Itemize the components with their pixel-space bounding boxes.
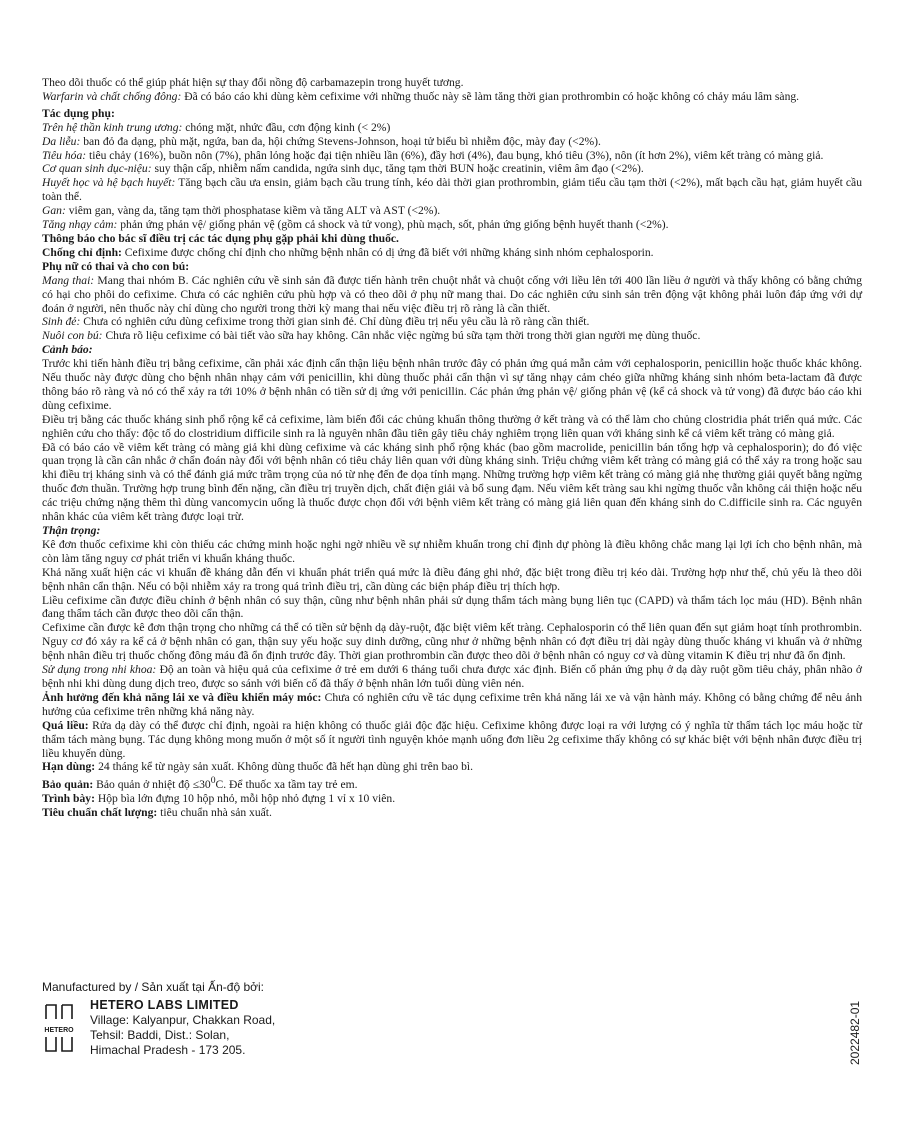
paragraph-warfarin: Warfarin và chất chống đông: Đã có báo cáo khi dùng kèm cefixime với những thuốc này sẽ làm tăng thời gian prothrombin có hoặc không có chảy máu lâm sàng.	[42, 89, 800, 103]
notify-doctor-notice: Thông báo cho bác sĩ điều trị các tác dụng phụ gặp phải khi dùng thuốc.	[42, 231, 399, 245]
side-effect-gi: Tiêu hóa: tiêu chảy (16%), buồn nôn (7%), phân lỏng hoặc đại tiện nhiều lần (6%), đầy hơi (4%), đau bụng, khó tiêu (3%), nôn (ít hơn 2%), viêm kết tràng có màng giả.	[42, 148, 824, 162]
side-effect-derm: Da liễu: ban đỏ đa dạng, phù mặt, ngứa, ban da, hội chứng Stevens-Johnson, hoại tử biểu bì nhiễm độc, mày đay (<2%).	[42, 134, 601, 148]
driving-effects: Ảnh hưởng đến khả năng lái xe và điều khiển máy móc: Chưa có nghiên cứu về tác dụng cefixime trên khả năng lái xe và vận hành máy. Không có bằng chứng để nêu ảnh hưởng của cefixime trên những khả năng này.	[42, 690, 862, 718]
side-effect-gu: Cơ quan sinh dục-niệu: suy thận cấp, nhiễm nấm candida, ngứa sinh dục, tăng tạm thời BUN hoặc creatinin, viêm âm đạo (<2%).	[42, 162, 644, 176]
overdose: Quá liều: Rửa dạ dày có thể được chỉ định, ngoài ra hiện không có thuốc giải độc đặc hiệu. Cefixime không được loại ra với lượng có ý nghĩa từ thẩm tách lọc máu hoặc từ thẩm tách màng bụng. Tác dụng không mong muốn ở một số ít người tình nguyện khỏe mạnh uống đơn liều 2g cefixime thấy không có sự khác biệt với bệnh nhân được điều trị liều khuyến dùng.	[42, 718, 862, 760]
side-effect-liver: Gan: viêm gan, vàng da, tăng tạm thời phosphatase kiềm và tăng ALT và AST (<2%).	[42, 204, 441, 218]
address-line-1: Village: Kalyanpur, Chakkan Road,	[90, 1013, 276, 1027]
precaution-paragraph-4: Cefixime cần được kê đơn thận trọng cho những cá thể có tiền sử bệnh dạ dày-ruột, đặc biệt viêm kết tràng. Cephalosporin có thể liên quan đến sụt giảm hoạt tính prothrombin. Nguy cơ đó xảy ra kể cả ở bệnh nhân có gan, thận suy yếu hoặc suy dinh dưỡng, cũng như ở những bệnh nhân có đợt điều trị dài ngày dùng thuốc kháng vi khuẩn và ở những bệnh nhân điều trị thuốc chống đông máu đã ổn định trước đây. Thời gian prothrombin cần được theo dõi ở bệnh nhân có nguy cơ và dùng vitamin K điều trị như đã ổn định.	[42, 621, 862, 663]
heading-side-effects: Tác dụng phụ:	[42, 106, 115, 120]
precaution-paragraph-2: Khả năng xuất hiện các vi khuẩn đề kháng dẫn đến vi khuẩn phát triển quá mức là điều đáng ghi nhớ, đặc biệt trong điều trị kéo dài. Trường hợp như thế, chủ yếu là theo dõi bệnh nhân cẩn thận. Nếu có bội nhiễm xảy ra trong quá trình điều trị, cần dùng các biện pháp điều trị thích hợp.	[42, 565, 862, 593]
logo-wordmark: HETERO	[44, 1027, 74, 1034]
leaflet-text	[42, 76, 862, 820]
contraindications: Chống chỉ định: Cefixime được chống chỉ định cho những bệnh nhân có dị ứng đã biết với những kháng sinh nhóm cephalosporin.	[42, 245, 654, 259]
address-line-3: Himachal Pradesh - 173 205.	[90, 1043, 246, 1057]
storage: Bảo quản: Bảo quản ở nhiệt độ $\le 30^0C$. Để thuốc xa tầm tay trẻ em.	[42, 775, 358, 792]
warning-paragraph-1: Trước khi tiến hành điều trị bằng cefixime, cần phải xác định cẩn thận liệu bệnh nhân trước đây có phản ứng quá mẫn cảm với cephalosporin, penicillin hoặc thuốc khác không. Nếu thuốc này được dùng cho bệnh nhân nhạy cảm với penicillin, khi dùng thuốc phải cẩn thận vì sự tăng nhạy cảm chéo giữa những kháng sinh nhóm beta-lactam đã được thông báo rõ ràng và nó có thể xảy ra tới 10% ở bệnh nhân có tiền sử dị ứng với penicillin. Các phản ứng phản vệ/ giống phản vệ (kể cả shock và tử vong) đã được báo cáo khi dùng cefixime.	[42, 357, 862, 412]
labor-delivery-text: Sinh đẻ: Chưa có nghiên cứu dùng cefixime trong thời gian sinh đẻ. Chỉ dùng điều trị nếu yêu cầu là rõ ràng cần thiết.	[42, 315, 590, 329]
warning-paragraph-2: Điều trị bằng các thuốc kháng sinh phổ rộng kể cả cefixime, làm biến đổi các chủng khuẩn thông thường ở kết tràng và có thể làm cho chủng clostridia phát triển quá mức. Các nghiên cứu cho thấy: độc tố do clostridium difficile sinh ra là nguyên nhân đầu tiên gây tiêu chảy nghiêm trọng liên quan với kháng sinh kể cả viêm kết tràng có màng giả.	[42, 412, 862, 440]
quality-standard: Tiêu chuẩn chất lượng: tiêu chuẩn nhà sản xuất.	[42, 805, 272, 819]
nursing-text: Nuôi con bú: Chưa rõ liệu cefixime có bài tiết vào sữa hay không. Cân nhắc việc ngừng bú sữa tạm thời trong thời gian người mẹ dùng thuốc.	[42, 329, 701, 343]
company-name: HETERO LABS LIMITED	[90, 998, 239, 1012]
packaging: Trình bày: Hộp bìa lớn đựng 10 hộp nhỏ, mỗi hộp nhỏ đựng 1 vỉ x 10 viên.	[42, 792, 396, 806]
side-effect-cns: Trên hệ thần kinh trung ương: chóng mặt, nhức đầu, cơn động kinh (< 2%)	[42, 120, 391, 134]
pregnancy-text: Mang thai: Mang thai nhóm B. Các nghiên cứu về sinh sản đã được tiến hành trên chuột nhắt và chuột cống với liều lên tới 400 lần liều ở người và thấy không có bằng chứng có hại cho phôi do cefixime. Chưa có các nghiên cứu phù hợp và có theo dõi ở phụ nữ mang thai. Do các nghiên cứu sinh sản trên động vật không phải luôn đáp ứng với dự đoán ở người, nên thuốc này chỉ dùng cho người trong thời kỳ mang thai nếu việc điều trị rõ ràng là cần thiết.	[42, 273, 862, 315]
document-code: 2022482-01	[848, 1000, 862, 1065]
warning-paragraph-3: Đã có báo cáo về viêm kết tràng có màng giả khi dùng cefixime và các kháng sinh phổ rộng khác (bao gồm macrolide, penicillin bán tổng hợp và cephalosporin); do đó việc quan trọng là cần cân nhắc ở chẩn đoán này đối với bệnh nhân có tiêu chảy liên quan với dùng kháng sinh. Triệu chứng viêm kết tràng có màng giả có thể xảy ra trong hoặc sau khi điều trị kháng sinh và có thể đánh giá mức trầm trọng của nó từ nhẹ đến đe dọa tính mạng. Những trường hợp viêm kết tràng có màng giả nhẹ thường giải quyết bằng ngừng thuốc đơn thuần. Trường hợp trung bình đến nặng, cần điều trị truyền dịch, chất điện giải và bổ sung đạm. Nếu viêm kết tràng sau khi ngừng thuốc vẫn không cải thiện hoặc nếu các triệu chứng nặng thêm thì dùng vancomycin uống là thuốc được chọn đối với bệnh viêm kết tràng có màng giả liên quan đến kháng sinh do C.difficile sinh ra. Các nguyên nhân khác của viêm kết tràng được loại trừ.	[42, 440, 862, 524]
paragraph-carbamazepine: Theo dõi thuốc có thể giúp phát hiện sự thay đổi nồng độ carbamazepin trong huyết tương.	[42, 76, 464, 89]
heading-pregnancy: Phụ nữ có thai và cho con bú:	[42, 259, 190, 273]
manufacturer-block	[42, 980, 275, 1058]
address-line-2: Tehsil: Baddi, Dist.: Solan,	[90, 1028, 230, 1042]
precaution-paragraph-3: Liều cefixime cần được điều chỉnh ở bệnh nhân có suy thận, cũng như bệnh nhân phải sử dụng thẩm tách màng bụng liên tục (CAPD) và thẩm tách lọc máu (HD). Bệnh nhân đang thẩm tách cần được theo dõi cẩn thận.	[42, 593, 862, 621]
precaution-paragraph-1: Kê đơn thuốc cefixime khi còn thiếu các chứng minh hoặc nghi ngờ nhiều về sự nhiễm khuẩn trong chỉ định dự phòng là điều không chắc mang lại lợi ích cho bệnh nhân, mà còn làm tăng nguy cơ phát triển vi khuẩn kháng thuốc.	[42, 537, 862, 565]
heading-warnings: Cảnh báo:	[42, 343, 93, 357]
side-effect-hypersensitivity: Tăng nhạy cảm: phản ứng phản vệ/ giống phản vệ (gồm cả shock và tử vong), phù mạch, sốt, phản ứng giống bệnh huyết thanh (<2%).	[42, 218, 669, 232]
hetero-logo-icon	[42, 999, 82, 1057]
side-effect-heme: Huyết học và hệ bạch huyết: Tăng bạch cầu ưa ensin, giảm bạch cầu trung tính, kéo dài thời gian prothrombin, giảm tiểu cầu tạm thời (<2%), mất bạch cầu hạt, giảm huyết cầu toàn thể.	[42, 176, 862, 204]
shelf-life: Hạn dùng: 24 tháng kể từ ngày sản xuất. Không dùng thuốc đã hết hạn dùng ghi trên bao bì.	[42, 760, 474, 774]
manufactured-by-label: Manufactured by / Sản xuất tại Ấn-độ bởi:	[42, 980, 264, 994]
pediatric-use: Sử dụng trong nhi khoa: Độ an toàn và hiệu quả của cefixime ở trẻ em dưới 6 tháng tuổi chưa được xác định. Biến cố phản ứng phụ ở dạ dày ruột gồm tiêu chảy, phân nhão ở bệnh nhi khi dùng dung dịch treo, được so sánh với biến cố đã thấy ở bệnh nhân lớn tuổi dùng viên nén.	[42, 663, 862, 690]
heading-precautions: Thận trọng:	[42, 524, 101, 537]
